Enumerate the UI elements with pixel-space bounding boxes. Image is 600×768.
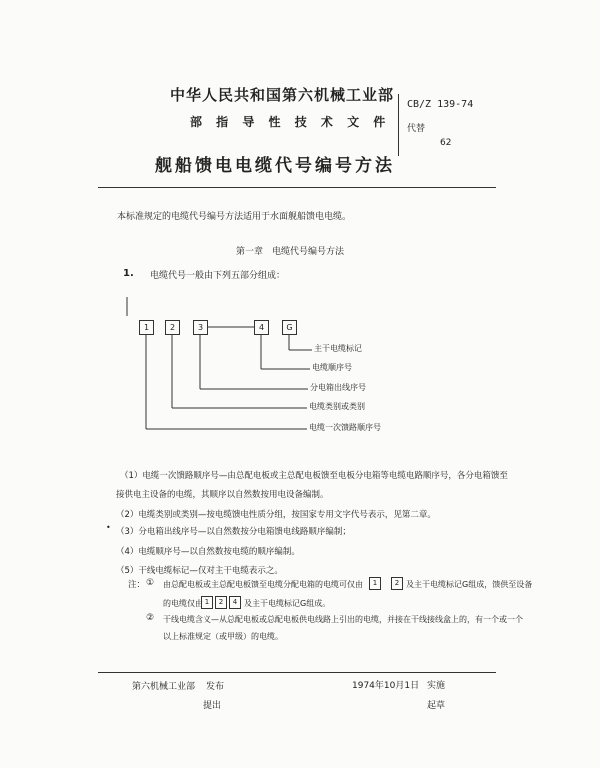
- note-2-line-1: 干线电缆含义—从总配电板或总配电板供电线路上引出的电缆，并接在干线接线盒上的，有一个或一个: [163, 615, 523, 624]
- code-part-box-2: 2: [165, 320, 180, 335]
- footer-issuer: 第六机械工业部: [132, 682, 196, 692]
- footer-date: 1974年10月1日: [352, 681, 420, 691]
- document-type: 部 指 导 性 技 术 文 件: [190, 115, 391, 129]
- note-1-line-1-end: 及主干电缆标记G组成，馈供至设备: [406, 580, 533, 589]
- standard-number: CB/Z 139-74: [407, 99, 474, 110]
- paragraph-1-line-1: （1）电缆一次馈路顺序号—由总配电板或主总配电板馈至电板分电箱等电缆电路顺序号，各分电箱馈至: [120, 471, 508, 481]
- margin-dot: •: [106, 523, 111, 532]
- note-box-2b: 2: [215, 596, 227, 609]
- paragraph-2: （2）电缆类别或类别—按电缆馈电性质分组，按国家专用文字代号表示，见第二章。: [116, 510, 436, 520]
- note-1-marker: ①: [146, 578, 155, 588]
- page-number: 62: [440, 138, 452, 148]
- note-2-line-2: 以上标准规定（或甲级）的电缆。: [163, 632, 283, 641]
- issuing-organization: 中华人民共和国第六机械工业部: [170, 86, 395, 104]
- diagram-label-cable-category: 电缆类别或类别: [309, 402, 365, 411]
- chapter-heading: 第一章 电缆代号编号方法: [236, 247, 345, 257]
- paragraph-3: （3）分电箱出线序号—以自然数按分电箱馈电线路顺序编制；: [116, 527, 351, 537]
- intro-text: 本标准规定的电缆代号编号方法适用于水面舰船馈电电缆。: [117, 212, 352, 222]
- note-box-2: 2: [391, 577, 403, 590]
- diagram-label-main-cable-mark: 主干电缆标记: [314, 344, 362, 353]
- note-box-4b: 4: [229, 596, 241, 609]
- footer-issue-word: 发布: [206, 682, 225, 692]
- diagram-label-feeder-sequence: 电缆一次馈路顺序号: [309, 423, 381, 432]
- note-1-line-2-end: 及主干电缆标记G组成。: [244, 599, 331, 608]
- code-part-box-g: G: [282, 320, 297, 335]
- footer-drafter: 起草: [427, 701, 446, 711]
- diagram-label-outlet-sequence: 分电箱出线序号: [310, 383, 366, 392]
- note-box-1: 1: [369, 577, 381, 590]
- note-1-line-1-start: 由总配电板或主总配电板馈至电缆分配电箱的电缆可仅由: [163, 580, 363, 589]
- footer-effective: 实施: [427, 681, 446, 691]
- code-part-box-4: 4: [254, 320, 269, 335]
- paragraph-5: （5）干线电缆标记—仅对主干电缆表示之。: [116, 566, 283, 576]
- footer-submitter: 提出: [203, 701, 222, 711]
- item-number: 1.: [123, 268, 134, 279]
- document-title: 舰船馈电电缆代号编号方法: [155, 156, 395, 176]
- footer-divider: [98, 672, 496, 673]
- code-part-box-3: 3: [193, 320, 208, 335]
- code-part-box-1: 1: [139, 320, 154, 335]
- notes-label: 注：: [128, 580, 146, 590]
- paragraph-4: （4）电缆顺序号—以自然数按电缆的顺序编制。: [116, 547, 300, 557]
- note-box-1b: 1: [201, 596, 213, 609]
- diagram-label-cable-sequence: 电缆顺序号: [312, 363, 352, 372]
- item-text: 电缆代号一般由下列五部分组成：: [150, 271, 286, 281]
- note-1-line-2-start: 的电缆仅由: [163, 599, 203, 608]
- paragraph-1-line-2: 接供电主设备的电缆，其顺序以自然数按用电设备编制。: [116, 490, 329, 500]
- note-2-marker: ②: [146, 613, 155, 623]
- replaces-label: 代替: [407, 124, 426, 134]
